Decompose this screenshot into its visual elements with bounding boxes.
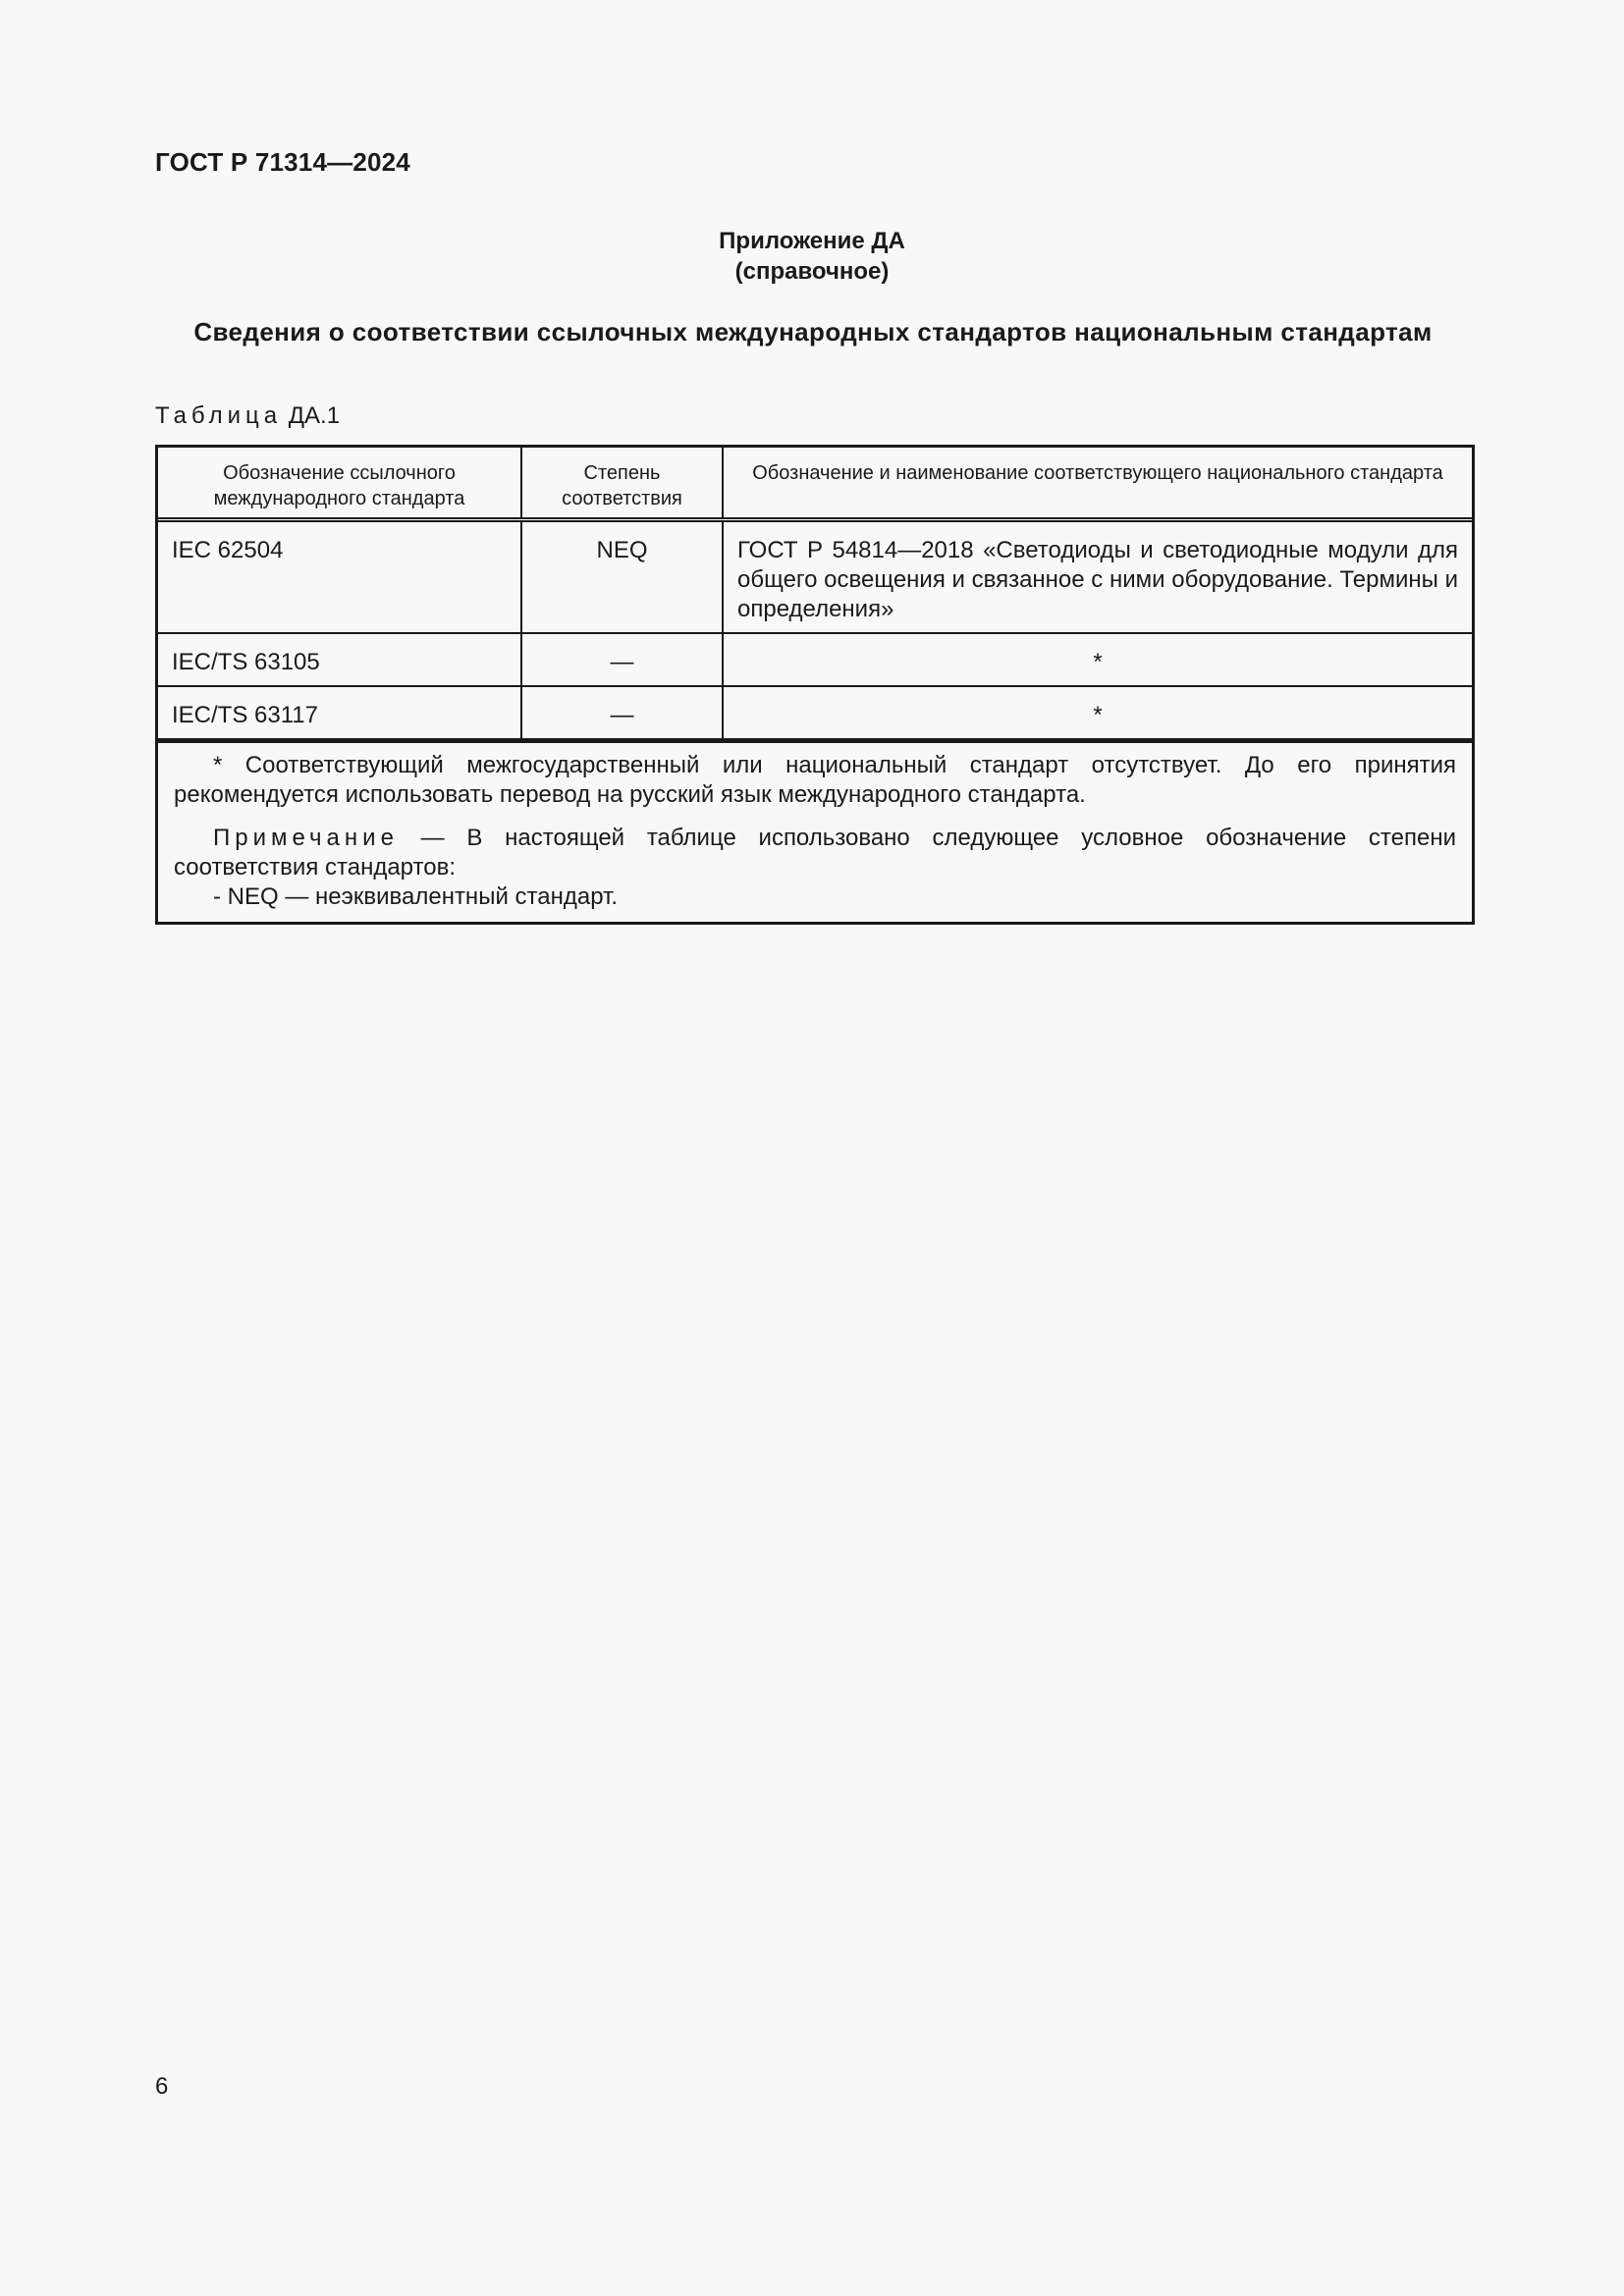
cell-degree: NEQ [521, 520, 723, 634]
column-header-national: Обозначение и наименование соответствующего национального стандарта [723, 448, 1472, 520]
table-notes [158, 740, 1472, 922]
cell-ref: IEC 62504 [158, 520, 521, 634]
standards-table [155, 445, 1475, 925]
cell-degree: — [521, 633, 723, 686]
cell-ref: IEC/TS 63117 [158, 686, 521, 739]
table-row [158, 686, 1472, 739]
table-note [174, 824, 1456, 882]
standards-table-grid [158, 448, 1472, 740]
note-label: Примечание [213, 825, 399, 851]
cell-national: * [723, 633, 1472, 686]
table-caption [155, 402, 340, 430]
cell-ref: IEC/TS 63105 [158, 633, 521, 686]
appendix-title: Приложение ДА [719, 228, 905, 254]
table-caption-word: Таблица [155, 402, 283, 429]
table-row [158, 633, 1472, 686]
document-code: ГОСТ Р 71314—2024 [155, 147, 410, 177]
note-list-item: - NEQ — неэквивалентный стандарт. [213, 883, 619, 910]
page-number: 6 [155, 2073, 169, 2100]
column-header-ref: Обозначение ссылочного международного стандарта [158, 448, 521, 520]
table-footnote: * Соответствующий межгосударственный или национальный стандарт отсутствует. До его принятия рекомендуется использовать перевод на русский язык международного стандарта. [174, 752, 1456, 808]
appendix-subtitle: (справочное) [734, 258, 890, 285]
cell-national: * [723, 686, 1472, 739]
table-caption-number: ДА.1 [288, 402, 341, 429]
column-header-degree: Степень соответствия [521, 448, 723, 520]
note-text: — В настоящей таблице использовано следующее условное обозначение степени соответствия стандартов: [174, 825, 1456, 881]
cell-national: ГОСТ Р 54814—2018 «Светодиоды и светодиодные модули для общего освещения и связанное с ними оборудование. Термины и определения» [723, 520, 1472, 634]
table-header-row [158, 448, 1472, 520]
cell-degree: — [521, 686, 723, 739]
table-row [158, 520, 1472, 634]
section-title: Сведения о соответствии ссылочных международных стандартов национальным стандартам [193, 317, 1433, 347]
appendix-heading [0, 226, 1624, 287]
